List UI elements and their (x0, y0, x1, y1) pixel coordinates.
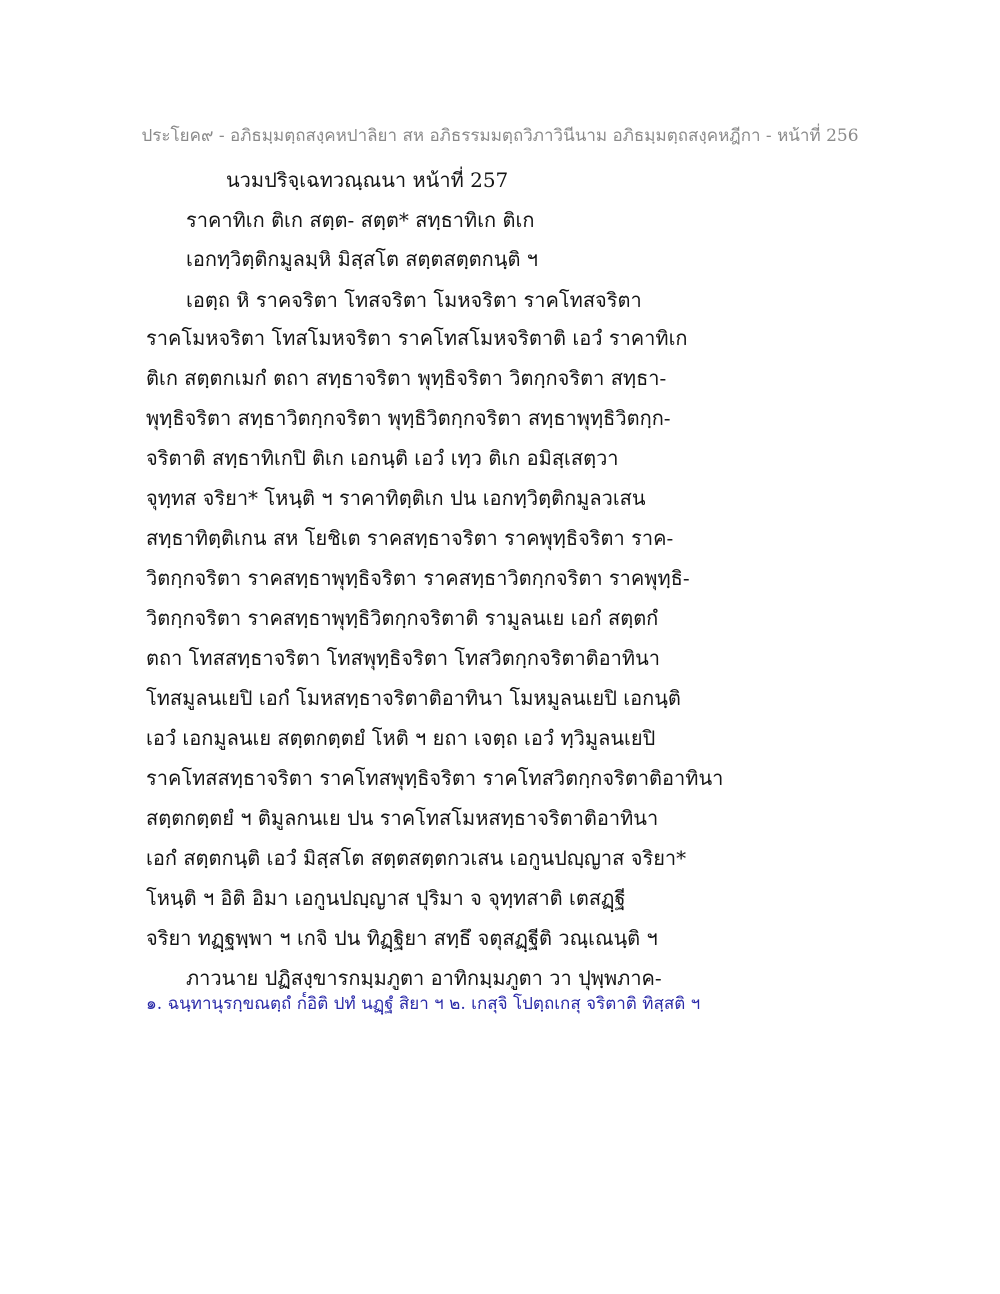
paragraph-line: เอตฺถ หิ ราคจริตา โทสจริตา โมหจริตา ราคโทสจริตา (186, 288, 642, 312)
paragraph-line: เอวํ เอกมูลนเย สตฺตกตฺตยํ โหติ ฯ ยถา เจตฺถ เอวํ ทฺวิมูลนเยปิ (146, 726, 656, 750)
paragraph-line: ตถา โทสสทฺธาจริตา โทสพุทฺธิจริตา โทสวิตกฺกจริตาติอาทินา (146, 646, 660, 670)
paragraph-line: ติเก สตฺตกเมกํ ตถา สทฺธาจริตา พุทฺธิจริตา วิตกฺกจริตา สทฺธา- (146, 366, 667, 390)
paragraph-line: โหนฺติ ฯ อิติ อิมา เอกูนปญฺญาส ปุริมา จ จุทฺทสาติ เตสฏฺฐี (146, 886, 626, 910)
paragraph-line: สทฺธาทิตฺติเกน สห โยชิเต ราคสทฺธาจริตา ราคพุทฺธิจริตา ราค- (146, 526, 674, 550)
paragraph-line: จุทฺทส จริยา* โหนฺติ ฯ ราคาทิตฺติเก ปน เอกทฺวิตฺติกมูลวเสน (146, 486, 646, 510)
running-header: ประโยค๙ - อภิธมฺมตฺถสงฺคหปาลิยา สห อภิธรรมมตฺถวิภาวินีนาม อภิธมฺมตฺถสงฺคหฎีกา - หน้าที่ 256 (141, 126, 859, 146)
verse-line: ราคาทิเก ติเก สตฺต- สตฺต* สทฺธาทิเก ติเก (186, 208, 535, 232)
paragraph-line: ราคโมหจริตา โทสโมหจริตา ราคโทสโมหจริตาติ เอวํ ราคาทิเก (146, 326, 688, 350)
footnote: ๑. ฉนฺทานุรกฺขณตฺถํ ก๎อิติ ปทํ นฏฺฐํ สิยา ฯ ๒. เกสุจิ โปตฺถเกสุ จริตาติ ทิสฺสติ ฯ (146, 994, 701, 1014)
paragraph-line: จริยา ทฏฺฐพฺพา ฯ เกจิ ปน ทิฏฺฐิยา สทฺธึ จตุสฏฺฐีติ วณฺเณนฺติ ฯ (146, 926, 658, 950)
paragraph-line: วิตกฺกจริตา ราคสทฺธาพุทฺธิจริตา ราคสทฺธาวิตกฺกจริตา ราคพุทฺธิ- (146, 566, 690, 590)
paragraph-line: ภาวนาย ปฏิสงฺขารกมฺมภูตา อาทิกมฺมภูตา วา ปุพฺพภาค- (186, 966, 662, 990)
paragraph-line: เอกํ สตฺตกนฺติ เอวํ มิสฺสโต สตฺตสตฺตกวเสน เอกูนปญฺญาส จริยา* (146, 846, 687, 870)
section-heading: นวมปริจฺเฉทวณฺณนา หน้าที่ 257 (226, 168, 509, 192)
paragraph-line: สตฺตกตฺตยํ ฯ ติมูลกนเย ปน ราคโทสโมหสทฺธาจริตาติอาทินา (146, 806, 659, 830)
verse-line: เอกทฺวิตฺติกมูลมฺหิ มิสฺสโต สตฺตสตฺตกนฺติ ฯ (186, 247, 539, 271)
paragraph-line: ราคโทสสทฺธาจริตา ราคโทสพุทฺธิจริตา ราคโทสวิตกฺกจริตาติอาทินา (146, 766, 724, 790)
paragraph-line: พุทฺธิจริตา สทฺธาวิตกฺกจริตา พุทฺธิวิตกฺกจริตา สทฺธาพุทฺธิวิตกฺก- (146, 406, 671, 430)
paragraph-line: โทสมูลนเยปิ เอกํ โมหสทฺธาจริตาติอาทินา โมหมูลนเยปิ เอกนฺติ (146, 686, 681, 710)
paragraph-line: จริตาติ สทฺธาทิเกปิ ติเก เอกนฺติ เอวํ เทฺว ติเก อมิสฺเสตฺวา (146, 446, 619, 470)
paragraph-line: วิตกฺกจริตา ราคสทฺธาพุทฺธิวิตกฺกจริตาติ รามูลนเย เอกํ สตฺตกํ (146, 606, 659, 630)
